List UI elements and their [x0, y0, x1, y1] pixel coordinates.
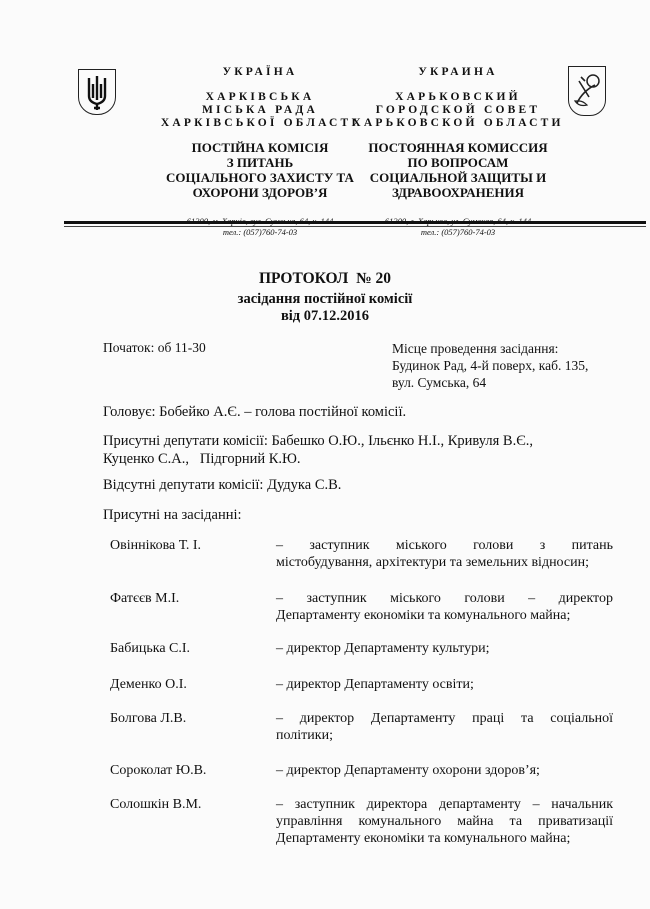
- present-members: [103, 432, 623, 468]
- venue-line: вул. Сумська, 64: [392, 375, 487, 390]
- present-members-line: Куценко С.А., Підгорний К.Ю.: [103, 451, 301, 467]
- council-line: ХАРКІВСЬКА: [205, 91, 315, 103]
- attendee-name: Болгова Л.В.: [110, 711, 187, 726]
- attendee-role: [276, 762, 613, 779]
- protocol-header: [0, 270, 650, 325]
- attendee-role: [276, 710, 613, 744]
- letterhead-ukrainian: [150, 62, 370, 237]
- role-line: – заступник міського голови – директор: [276, 591, 613, 606]
- chair: Головує: Бобейко А.Є. – голова постійної комісії.: [103, 404, 407, 420]
- role-line: управління комунального майна та приватизації: [276, 814, 613, 829]
- role-line: – директор Департаменту освіти;: [276, 677, 474, 692]
- attendee-name: Фатєєв М.І.: [110, 591, 180, 606]
- commission-line: СОЦИАЛЬНОЙ ЗАЩИТЫ И: [369, 170, 547, 185]
- commission-line: ОХОРОНИ ЗДОРОВ’Я: [192, 185, 328, 200]
- attendee-name: Солошкін В.М.: [110, 797, 202, 812]
- attendee-role: [276, 676, 613, 693]
- council-line: МІСЬКА РАДА: [201, 104, 319, 116]
- council-line: ХАРЬКОВСКОЙ ОБЛАСТИ: [352, 117, 564, 129]
- role-line: – заступник міського голови з питань: [276, 538, 613, 553]
- attendee-name: Бабицька С.І.: [110, 641, 191, 656]
- attendee-role: [276, 590, 613, 624]
- attendee-role: [276, 537, 613, 571]
- kharkiv-coat-of-arms-icon: [568, 66, 606, 116]
- phone-number: тел.: (057)760-74-03: [222, 226, 298, 237]
- attendee-name: Овіннікова Т. І.: [110, 538, 202, 553]
- venue-line: Будинок Рад, 4-й поверх, каб. 135,: [392, 358, 589, 373]
- role-line: Департаменту економіки та комунального майна;: [276, 608, 571, 623]
- letterhead-divider-thin: [64, 226, 646, 227]
- present-members-line: Присутні депутати комісії: Бабешко О.Ю., Ільєнко Н.І., Кривуля В.Є.,: [103, 433, 534, 449]
- commission-line: З ПИТАНЬ: [226, 155, 294, 170]
- commission-line: ПО ВОПРОСАМ: [407, 155, 509, 170]
- council-line: ХАРКІВСЬКОЇ ОБЛАСТІ: [160, 117, 360, 129]
- letterhead-russian: [348, 62, 568, 237]
- country-name: УКРАЇНА: [222, 66, 298, 78]
- role-line: – директор Департаменту праці та соціальної: [276, 711, 613, 726]
- meeting-start: Початок: об 11-30: [103, 340, 206, 355]
- attendee-role: [276, 640, 613, 657]
- meeting-venue: [392, 340, 588, 391]
- council-name: [348, 91, 568, 130]
- letterhead-divider: [64, 221, 646, 224]
- role-line: – директор Департаменту культури;: [276, 641, 490, 656]
- commission-name: [348, 140, 568, 200]
- phone-number: тел.: (057)760-74-03: [420, 226, 496, 237]
- commission-name: [150, 140, 370, 200]
- protocol-subtitle: засідання постійної комісії: [237, 291, 413, 307]
- commission-line: ПОСТОЯННАЯ КОМИССИЯ: [368, 140, 548, 155]
- role-line: політики;: [276, 728, 333, 743]
- attendee-name: Деменко О.І.: [110, 677, 187, 692]
- attendee-name: Сороколат Ю.В.: [110, 763, 207, 778]
- ukraine-trident-icon: [78, 69, 116, 115]
- venue-line: Місце проведення засідання:: [392, 341, 559, 356]
- attendee-role: [276, 796, 613, 847]
- council-name: [150, 91, 370, 130]
- protocol-date: від 07.12.2016: [280, 308, 370, 324]
- role-line: – заступник директора департаменту – начальник: [276, 797, 613, 812]
- council-line: ГОРОДСКОЙ СОВЕТ: [375, 104, 541, 116]
- commission-line: ПОСТІЙНА КОМІСІЯ: [191, 140, 329, 155]
- role-line: Департаменту економіки та комунального майна;: [276, 831, 571, 846]
- commission-line: ЗДРАВООХРАНЕНИЯ: [391, 185, 524, 200]
- protocol-title: ПРОТОКОЛ № 20: [258, 270, 392, 287]
- role-line: містобудування, архітектури та земельних відносин;: [276, 555, 589, 570]
- council-line: ХАРЬКОВСКИЙ: [395, 91, 521, 103]
- commission-line: СОЦІАЛЬНОГО ЗАХИСТУ ТА: [166, 170, 354, 185]
- absent-members: Відсутні депутати комісії: Дудука С.В.: [103, 477, 342, 493]
- country-name: УКРАИНА: [418, 66, 498, 78]
- role-line: – директор Департаменту охорони здоров’я;: [276, 763, 540, 778]
- attendees-heading: Присутні на засіданні:: [103, 507, 242, 523]
